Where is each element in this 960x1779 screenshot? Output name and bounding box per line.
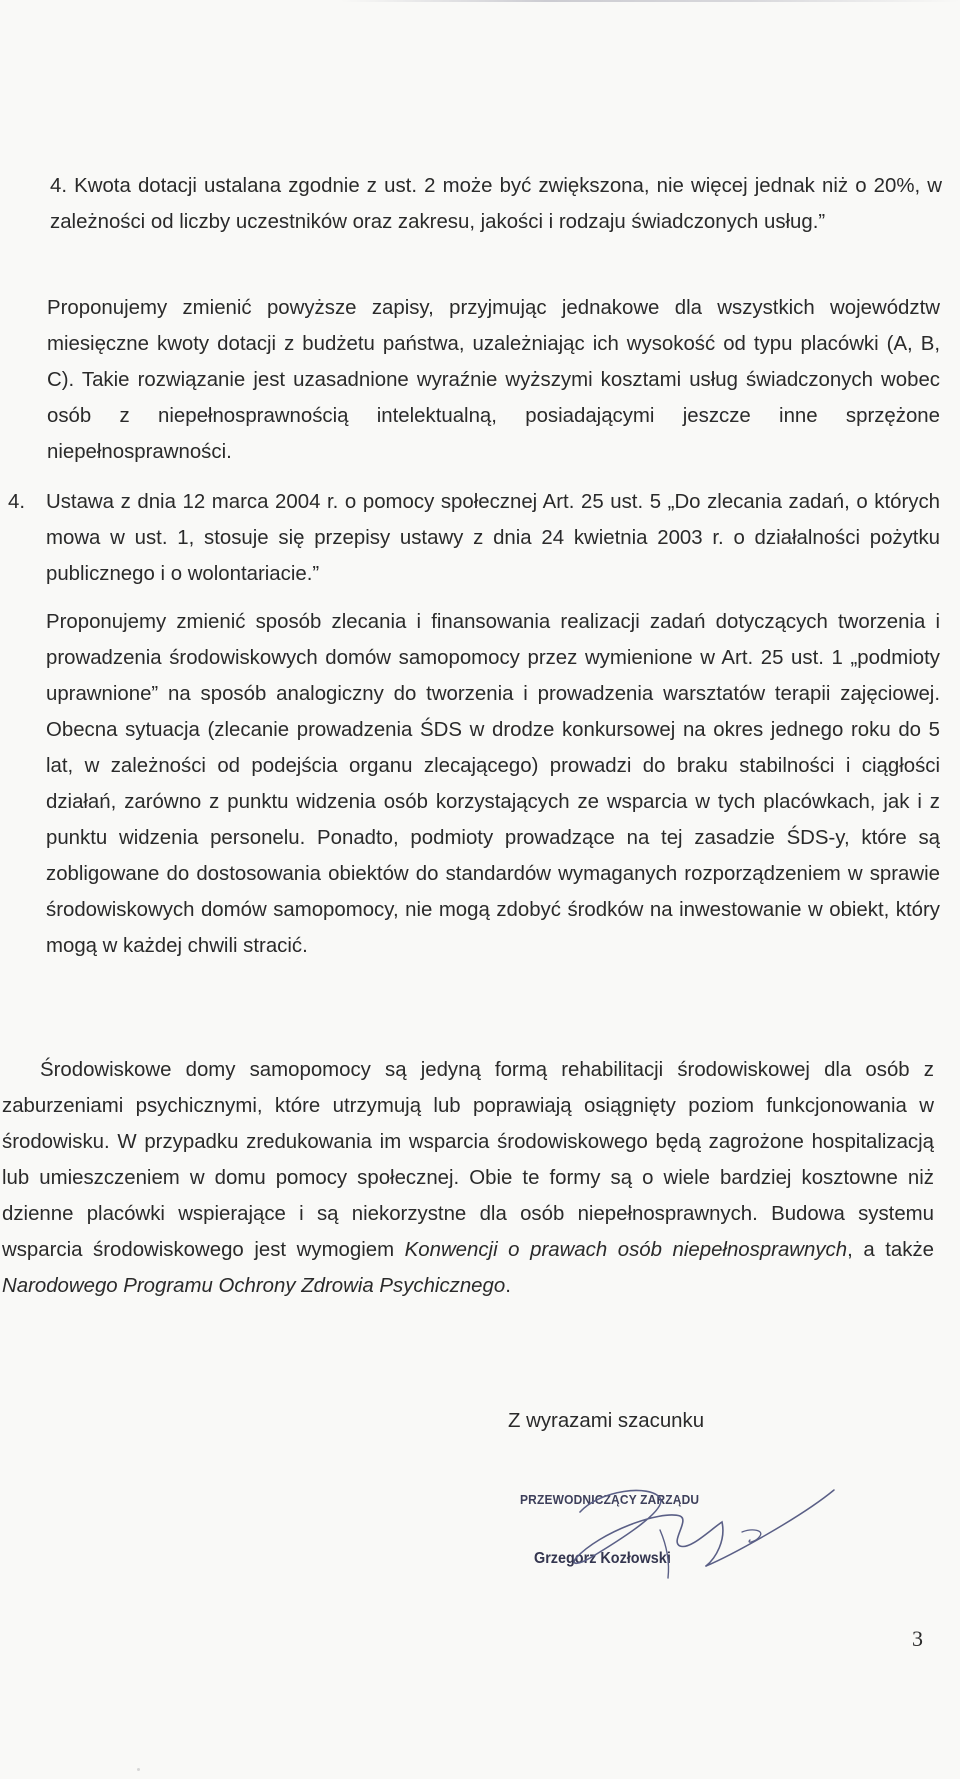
conclusion-text-c: . xyxy=(505,1275,511,1297)
paragraph-point-4: Ustawa z dnia 12 marca 2004 r. o pomocy społecznej Art. 25 ust. 5 „Do zlecania zadań, o których mowa w ust. 1, stosuje się przepisy ustawy z dnia 24 kwietnia 2003 r. o działalności pożytku publicznego i o wolontariacie.” xyxy=(46,491,940,585)
stamp-title: PRZEWODNICZĄCY ZARZĄDU xyxy=(520,1492,700,1507)
paragraph-item4-end: 4. Kwota dotacji ustalana zgodnie z ust. 2 może być zwiększona, nie więcej jednak niż o 20%, w zależności od liczby uczestników oraz zakresu, jakości i rodzaju świadczonych usług.” xyxy=(50,175,942,233)
closing-salutation: Z wyrazami szacunku xyxy=(508,1410,705,1432)
paragraph-conclusion xyxy=(2,1052,934,1304)
conclusion-text-a: Środowiskowe domy samopomocy są jedyną formą rehabilitacji środowiskowej dla osób z zaburzeniami psychicznymi, które utrzymują lub poprawiają osiągnięty poziom funkcjonowania w środowisku. W przypadku zredukowania im wsparcia środowiskowego będą zagrożone hospitalizacją lub umieszczeniem w domu pomocy społecznej. Obie te formy są o wiele bardziej kosztowne niż dzienne placówki wspierające i są niekorzystne dla osób niepełnosprawnych. Budowa systemu wsparcia środowiskowego jest wymogiem xyxy=(2,1059,934,1261)
stamp-name: Grzegorz Kozłowski xyxy=(534,1550,671,1567)
conclusion-italic-program: Narodowego Programu Ochrony Zdrowia Psychicznego xyxy=(2,1275,506,1297)
scan-edge-artifact xyxy=(340,0,960,2)
conclusion-italic-convention: Konwencji o prawach osób niepełnosprawnych xyxy=(404,1239,848,1261)
conclusion-text-b: , a także xyxy=(847,1239,934,1261)
signature-stamp xyxy=(510,1470,870,1590)
page-number: 3 xyxy=(912,1626,923,1651)
list-marker-4: 4. xyxy=(8,491,26,513)
paragraph-proposal-2: Proponujemy zmienić sposób zlecania i finansowania realizacji zadań dotyczących tworzenia i prowadzenia środowiskowych domów samopomocy przez wymienione w Art. 25 ust. 1 „podmioty uprawnione” na sposób analogiczny do tworzenia i prowadzenia warsztatów terapii zajęciowej. Obecna sytuacja (zlecanie prowadzenia ŚDS w drodze konkursowej na okres jednego roku do 5 lat, w zależności od podejścia organu zlecającego) prowadzi do braku stabilności i ciągłości działań, zarówno z punktu widzenia osób korzystających ze wsparcia w tych placówkach, jak i z punktu widzenia personelu. Ponadto, podmioty prowadzące na tej zasadzie ŚDS-y, które są zobligowane do dostosowania obiektów do standardów wymaganych rozporządzeniem w sprawie środowiskowych domów samopomocy, nie mogą zdobyć środków na inwestowanie w obiekt, który mogą w każdej chwili stracić. xyxy=(46,611,940,957)
scan-dot-artifact xyxy=(137,1768,140,1771)
handwritten-signature-icon xyxy=(510,1470,870,1590)
paragraph-proposal-1: Proponujemy zmienić powyższe zapisy, przyjmując jednakowe dla wszystkich województw miesięczne kwoty dotacji z budżetu państwa, uzależniając ich wysokość od typu placówki (A, B, C). Takie rozwiązanie jest uzasadnione wyraźnie wyższymi kosztami usług świadczonych wobec osób z niepełnosprawnością intelektualną, posiadającymi jeszcze inne sprzężone niepełnosprawności. xyxy=(47,297,940,463)
